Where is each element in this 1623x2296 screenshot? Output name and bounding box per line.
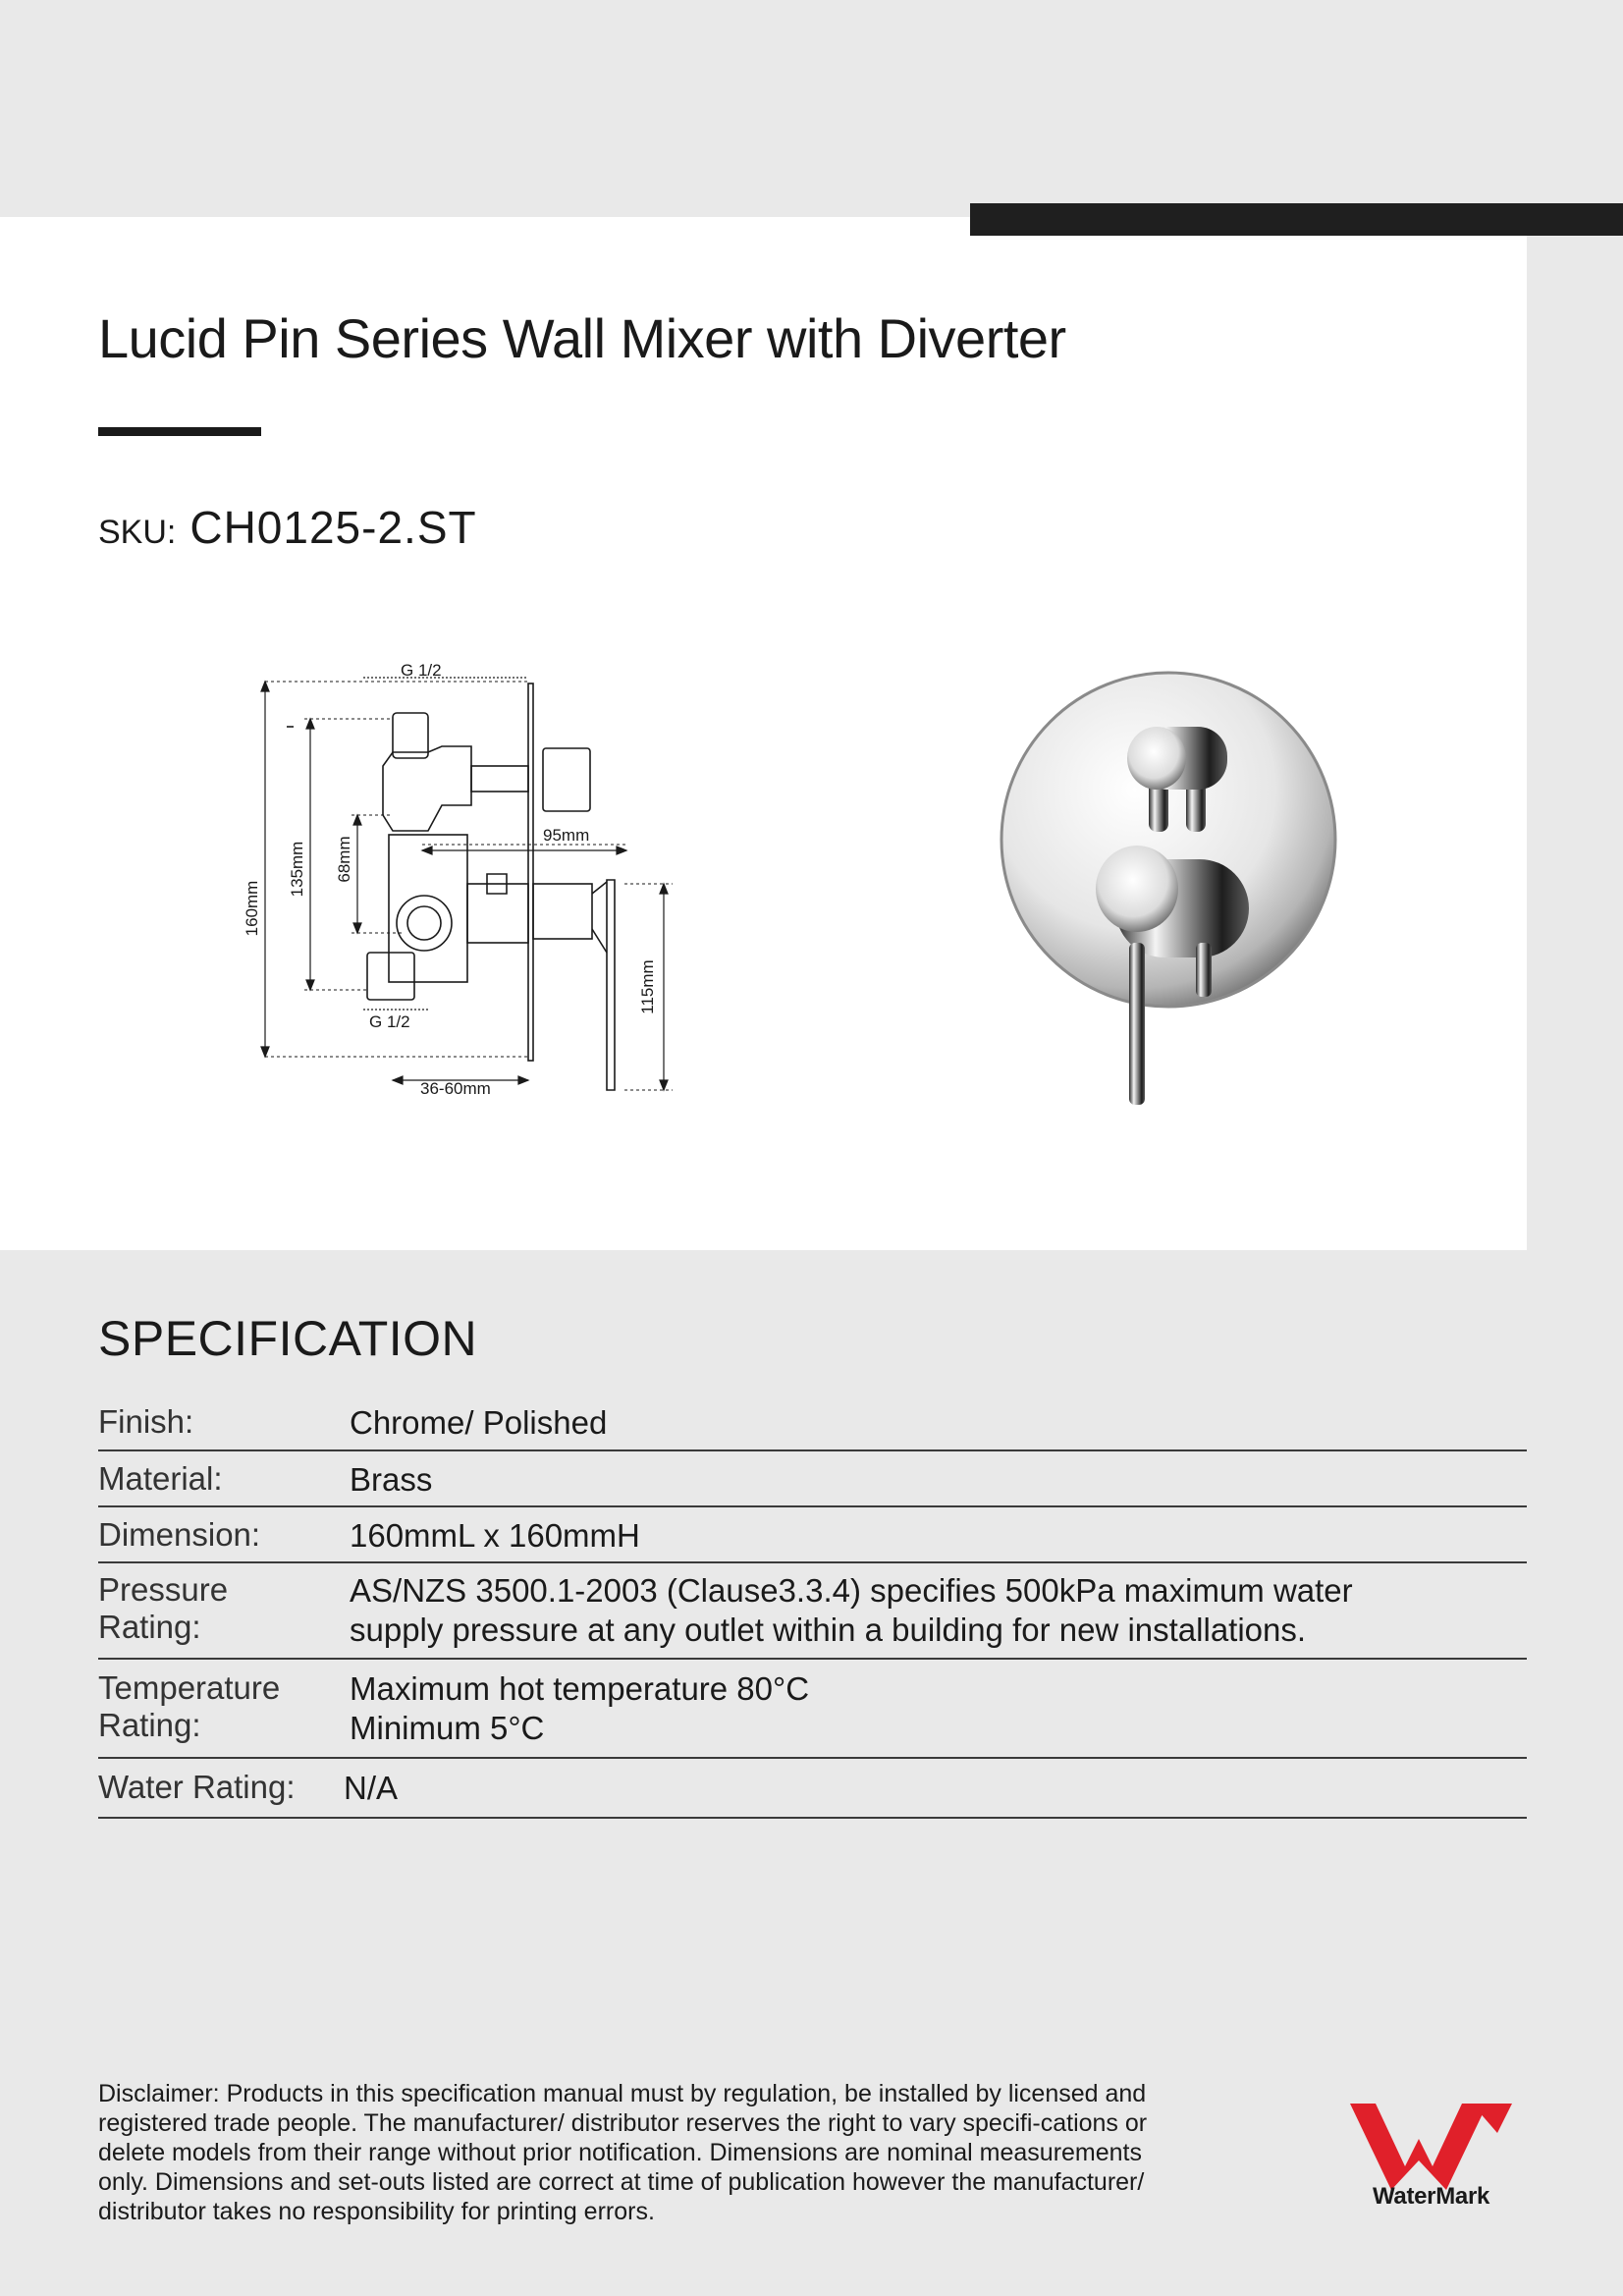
spec-table xyxy=(98,1394,1527,1819)
drawing-label-depth: 36-60mm xyxy=(420,1079,491,1098)
drawing-label-115: 115mm xyxy=(638,959,657,1014)
product-title: Lucid Pin Series Wall Mixer with Diverter xyxy=(98,307,1066,369)
spec-value: AS/NZS 3500.1-2003 (Clause3.3.4) specifies 500kPa maximum water supply pressure at any outlet within a building for new installations. xyxy=(350,1572,1353,1648)
drawing-label-135: 135mm xyxy=(288,841,306,898)
sku-label: SKU: xyxy=(98,514,177,551)
drawing-handle-hub xyxy=(533,884,592,939)
spec-value: N/A xyxy=(344,1770,399,1806)
drawing-spindle xyxy=(471,766,528,792)
drawing-outlet-inner xyxy=(407,906,441,940)
sku-line xyxy=(98,501,477,554)
watermark-logo-text: WaterMark xyxy=(1372,2183,1490,2210)
drawing-label-thread-bottom: G 1/2 xyxy=(369,1012,410,1031)
spec-row-dimension xyxy=(98,1507,1527,1563)
photo-mixer-lever xyxy=(1129,943,1145,1105)
photo-diverter-knob xyxy=(1127,727,1186,790)
drawing-diverter-knob xyxy=(543,748,590,811)
header-accent-bar xyxy=(970,203,1623,236)
spec-row-temperature xyxy=(98,1660,1527,1759)
spec-row-water-rating xyxy=(98,1759,1527,1819)
drawing-handle-lever xyxy=(607,880,615,1090)
spec-label: Water Rating: xyxy=(98,1769,296,1805)
technical-drawing xyxy=(236,658,697,1110)
spec-row-pressure xyxy=(98,1563,1527,1660)
product-photo xyxy=(992,668,1355,1110)
spec-label: Pressure Rating: xyxy=(98,1571,229,1645)
spec-row-finish xyxy=(98,1394,1527,1451)
spec-label: Finish: xyxy=(98,1403,194,1440)
spec-label: Dimension: xyxy=(98,1516,261,1553)
drawing-label-68: 68mm xyxy=(335,836,353,883)
drawing-label-160: 160mm xyxy=(243,880,261,937)
spec-label: Material: xyxy=(98,1460,223,1497)
spec-heading: SPECIFICATION xyxy=(98,1311,478,1366)
photo-mixer-knob xyxy=(1096,846,1178,932)
watermark-w-mark xyxy=(1350,2104,1488,2190)
title-underline xyxy=(98,427,261,436)
spec-value: Brass xyxy=(350,1461,433,1498)
drawing-wall-plate xyxy=(528,683,533,1061)
sku-value: CH0125-2.ST xyxy=(189,502,477,553)
drawing-cartridge xyxy=(467,884,528,943)
spec-row-material xyxy=(98,1451,1527,1507)
spec-value: 160mmL x 160mmH xyxy=(350,1517,640,1554)
drawing-label-95: 95mm xyxy=(543,826,590,845)
drawing-upper-body xyxy=(383,746,471,831)
disclaimer-text: Disclaimer: Products in this specification manual must by regulation, be installed by licensed and registered trade people. The manufacturer/ distributor reserves the right to vary specifi-cations or delete models from their range without prior notification. Dimensions are nominal measurements only. Dimensions and set-outs listed are correct at time of publication however the manufacturer/ distributor takes no responsibility for printing errors. xyxy=(98,2080,1148,2225)
spec-label: Temperature Rating: xyxy=(98,1669,281,1743)
spec-value: Maximum hot temperature 80°C Minimum 5°C xyxy=(350,1670,810,1746)
drawing-label-thread-top: G 1/2 xyxy=(401,661,442,680)
drawing-bottom-port xyxy=(367,953,414,1000)
drawing-top-port xyxy=(393,713,428,758)
spec-value: Chrome/ Polished xyxy=(350,1404,608,1441)
drawing-outlet-ring xyxy=(397,896,452,951)
